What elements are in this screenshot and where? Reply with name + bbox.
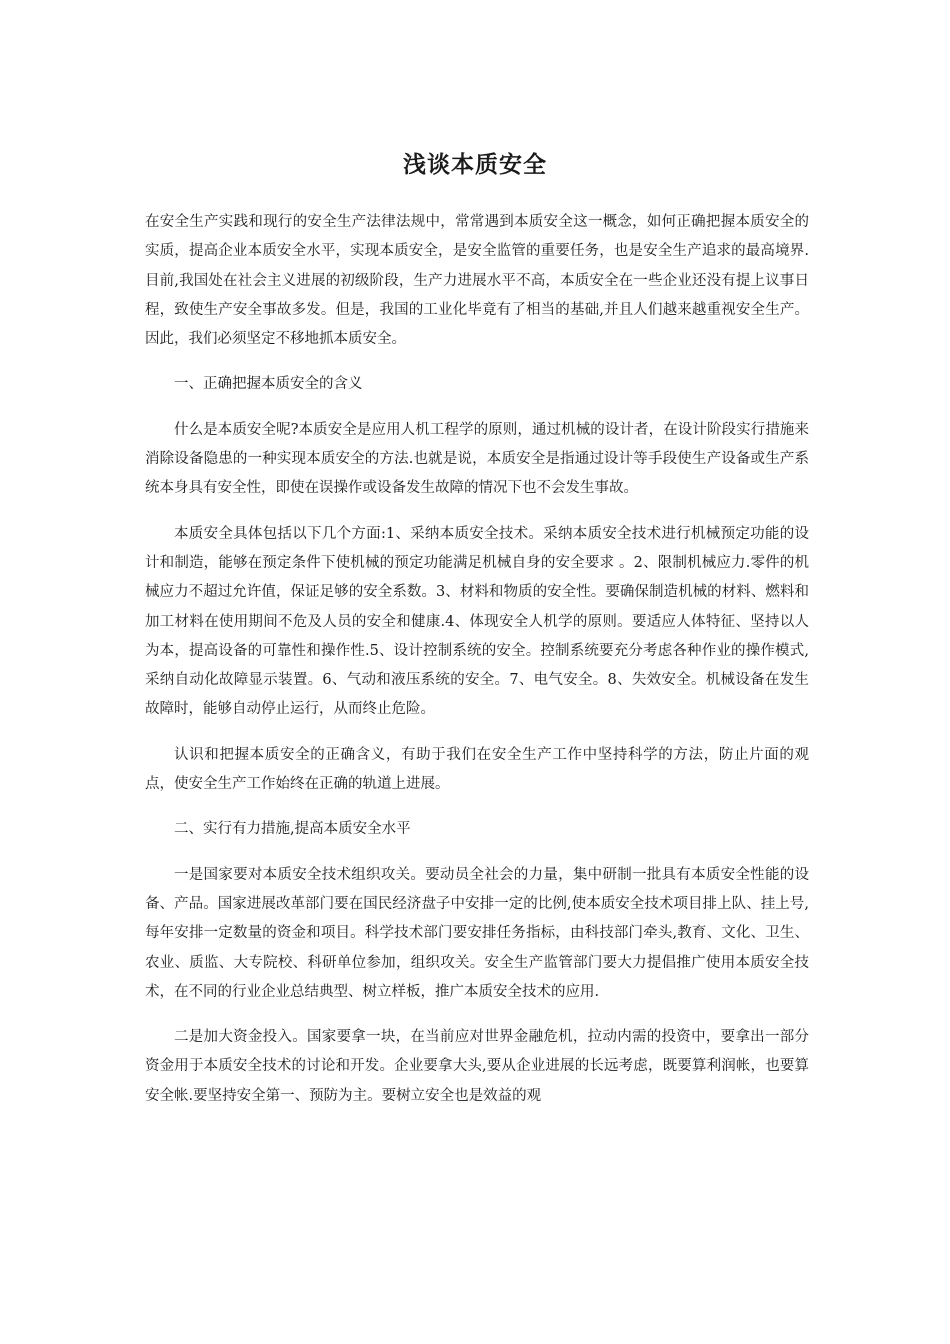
intro-paragraph: 在安全生产实践和现行的安全生产法律法规中，常常遇到本质安全这一概念，如何正确把握本质安全的实质，提高企业本质安全水平，实现本质安全，是安全监管的重要任务，也是安全生产追求的最高境界.目前,我国处在社会主义进展的初级阶段，生产力进展水平不高，本质安全在一些企业还没有提上议事日程，致使生产安全事故多发。但是，我国的工业化毕竟有了相当的基础,并且人们越来越重视安全生产。因此，我们必须坚定不移地抓本质安全。: [145, 214, 809, 348]
section-heading-1: 一、正确把握本质安全的含义: [174, 376, 363, 393]
document-title: 浅谈本质安全: [403, 151, 547, 178]
body-paragraph: 本质安全具体包括以下几个方面:1、采纳本质安全技术。采纳本质安全技术进行机械预定功能的设计和制造，能够在预定条件下使机械的预定功能满足机械自身的安全要求 。2、限制机械应力.零件的机械应力不超过允许值，保证足够的安全系数。3、材料和物质的安全性。要确保制造机械的材料、燃料和加工材料在使用期间不危及人员的安全和健康.4、体现安全人机学的原则。要适应人体特征、坚持以人为本，提高设备的可靠性和操作性.5、设计控制系统的安全。控制系统要充分考虑各种作业的操作模式,采纳自动化故障显示装置。6、气动和液压系统的安全。7、电气安全。8、失效安全。机械设备在发生故障时，能够自动停止运行，从而终止危险。: [145, 525, 809, 718]
section-heading-2: 二、实行有力措施,提高本质安全水平: [174, 821, 411, 838]
body-paragraph: 一是国家要对本质安全技术组织攻关。要动员全社会的力量，集中研制一批具有本质安全性能的设备、产品。国家进展改革部门要在国民经济盘子中安排一定的比例,使本质安全技术项目排上队、挂上号,每年安排一定数量的资金和项目。科学技术部门要安排任务指标，由科技部门牵头,教育、文化、卫生、农业、质监、大专院校、科研单位参加，组织攻关。安全生产监管部门要大力提倡推广使用本质安全技术，在不同的行业企业总结典型、树立样板，推广本质安全技术的应用.: [145, 866, 809, 1000]
body-paragraph: 二是加大资金投入。国家要拿一块，在当前应对世界金融危机，拉动内需的投资中，要拿出一部分资金用于本质安全技术的讨论和开发。企业要拿大头,要从企业进展的长远考虑，既要算利润帐，也要算安全帐.要坚持安全第一、预防为主。要树立安全也是效益的观: [145, 1029, 809, 1104]
body-paragraph: 什么是本质安全呢?本质安全是应用人机工程学的原则，通过机械的设计者，在设计阶段实行措施来消除设备隐患的一种实现本质安全的方法.也就是说，本质安全是指通过设计等手段使生产设备或生产系统本身具有安全性，即使在误操作或设备发生故障的情况下也不会发生事故。: [145, 421, 809, 497]
document-body: [145, 208, 809, 1127]
body-paragraph: 认识和把握本质安全的正确含义，有助于我们在安全生产工作中坚持科学的方法，防止片面的观点，使安全生产工作始终在正确的轨道上进展。: [145, 746, 809, 793]
